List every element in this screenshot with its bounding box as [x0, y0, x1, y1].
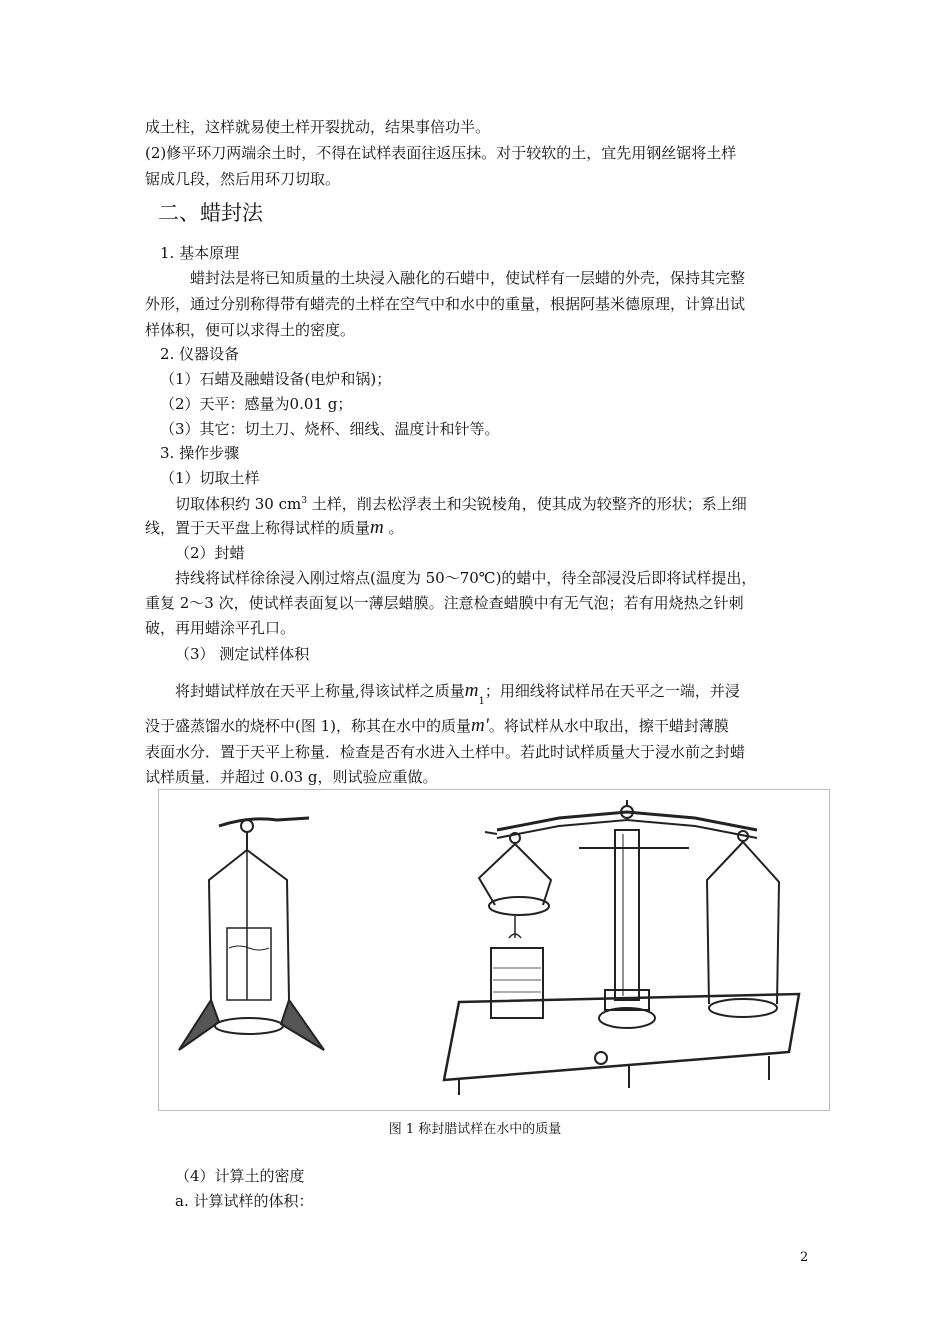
step-title: （2）封蜡 [175, 544, 245, 562]
page-number: 2 [800, 1250, 809, 1265]
text-line: 蜡封法是将已知质量的土块浸入融化的石蜡中，使试样有一层蜡的外壳，保持其完整 [190, 269, 746, 287]
text-line: 将封蜡试样放在天平上称量,得该试样之质量$m_1$；用细线将试样吊在天平之一端，并浸 [175, 680, 740, 707]
text-line: (2)修平环刀两端余土时，不得在试样表面往返压抹。对于较软的土，宜先用钢丝锯将土样 [145, 144, 737, 162]
text-line: 外形，通过分别称得带有蜡壳的土样在空气中和水中的重量，根据阿基米德原理，计算出试 [145, 295, 746, 313]
text-line: 成土柱，这样就易使土样开裂扰动，结果事倍功半。 [145, 118, 491, 136]
mass-symbol-m: m [370, 517, 384, 538]
list-item: （3）其它：切土刀、烧杯、细线、温度计和针等。 [160, 420, 500, 438]
text-line: 破，再用蜡涂平孔口。 [145, 619, 296, 637]
text-line: 样体积，便可以求得土的密度。 [145, 321, 356, 339]
figure-balance-apparatus [158, 789, 830, 1111]
subsection-title: 2. 仪器设备 [160, 345, 240, 363]
text-line: 试样质量．并超过 0.03 g，则试验应重做。 [145, 768, 438, 786]
step-title: （4）计算土的密度 [175, 1167, 305, 1185]
text-line: 切取体积约 30 $cm^3$ 土样，削去松浮表土和尖锐棱角，使其成为较整齐的形状；系上细 [175, 495, 747, 513]
mass-symbol-m-prime: m' [471, 715, 489, 736]
list-item: （1）石蜡及融蜡设备(电炉和锅)； [160, 370, 392, 388]
figure-caption: 图 1 称封腊试样在水中的质量 [388, 1122, 562, 1137]
text-line: 表面水分．置于天平上称量．检查是否有水进入土样中。若此时试样质量大于浸水前之封蜡 [145, 743, 746, 761]
text-line: 没于盛蒸馏水的烧杯中(图 1)，称其在水中的质量m'。将试样从水中取出，擦干蜡封薄膜 [145, 715, 729, 736]
subsection-title: 3. 操作步骤 [160, 444, 240, 462]
text-line: a. 计算试样的体积： [175, 1192, 314, 1210]
section-heading: 二、蜡封法 [158, 201, 263, 225]
text-line: 重复 2～3 次，使试样表面复以一薄层蜡膜。注意检查蜡膜中有无气泡；若有用烧热之针刺 [145, 594, 744, 612]
text-line: 锯成几段，然后用环刀切取。 [145, 170, 341, 188]
balance-illustration [159, 790, 829, 1110]
mass-symbol-m1: m [464, 680, 479, 701]
text-line: 持线将试样徐徐浸入刚过熔点(温度为 50～70℃)的蜡中，待全部浸没后即将试样提出， [175, 569, 757, 587]
step-title: （1）切取土样 [160, 469, 260, 487]
text-line: 线，置于天平盘上称得试样的质量m 。 [145, 517, 404, 538]
list-item: （2）天平：感量为0.01 g； [160, 395, 353, 413]
step-title: （3） 测定试样体积 [175, 645, 310, 663]
subsection-title: 1. 基本原理 [160, 244, 240, 262]
